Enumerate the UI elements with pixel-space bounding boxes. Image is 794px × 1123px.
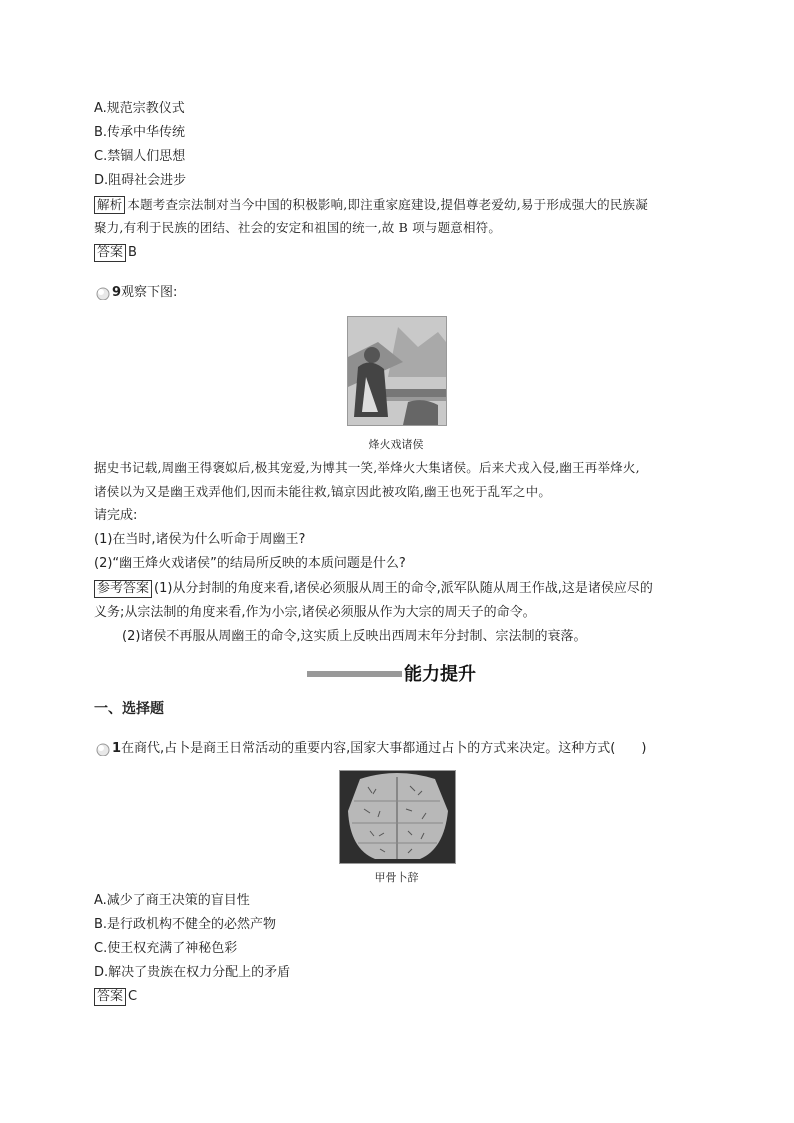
q9-ref-line3: (2)诸侯不再服从周幽王的命令,这实质上反映出西周末年分封制、宗法制的衰落。 [122,629,587,644]
q9-material-line2: 诸侯以为又是幽王戏弄他们,因而未能往救,镐京因此被攻陷,幽王也死于乱军之中。 [94,484,552,499]
oracle-bone-image [339,770,456,864]
answer-label: 答案 [94,988,126,1006]
q9-ref-line1: (1)从分封制的角度来看,诸侯必须服从周王的命令,派军队随从周王作战,这是诸侯应尽的 [154,581,653,596]
q9-subquestion-1: (1)在当时,诸侯为什么听命于周幽王? [94,532,306,547]
question-marker-icon [94,742,112,756]
q8-answer [94,244,137,262]
q1-header [94,740,646,758]
section-title: 能力提升 [404,664,476,685]
q8-option-d: D.阻碍社会进步 [94,173,187,188]
q1-option-d: D.解决了贵族在权力分配上的矛盾 [94,965,291,980]
subsection-title: 一、选择题 [94,701,164,717]
q9-reference-answer [94,580,653,598]
question-marker-icon [94,286,112,300]
q8-analysis-line1: 本题考查宗法制对当今中国的积极影响,即注重家庭建设,提倡尊老爱幼,易于形成强大的民族凝 [127,197,648,212]
answer-label: 答案 [94,244,126,262]
q9-header [94,284,177,302]
q1-answer-value: C [128,989,138,1004]
q9-prompt: 观察下图: [121,285,178,300]
analysis-label: 解析 [94,196,125,214]
q1-option-b: B.是行政机构不健全的必然产物 [94,917,277,932]
reference-answer-label: 参考答案 [94,580,152,598]
q9-instruction: 请完成: [94,508,138,523]
q8-analysis [94,196,648,214]
section-divider-bar [307,671,402,677]
q9-ref-line2: 义务;从宗法制的角度来看,作为小宗,诸侯必须服从作为大宗的周天子的命令。 [94,605,536,620]
q1-figure-caption: 甲骨卜辞 [374,871,419,884]
q1-prompt: 在商代,占卜是商王日常活动的重要内容,国家大事都通过占卜的方式来决定。这种方式( ) [121,741,647,756]
q9-subquestion-2: (2)“幽王烽火戏诸侯”的结局所反映的本质问题是什么? [94,556,406,571]
q9-figure-caption: 烽火戏诸侯 [368,438,424,451]
q8-option-a: A.规范宗教仪式 [94,101,185,116]
q8-answer-value: B [128,245,137,260]
q9-number: 9 [112,285,122,300]
q1-answer [94,988,137,1006]
q1-option-a: A.减少了商王决策的盲目性 [94,893,250,908]
q9-material-line1: 据史书记载,周幽王得褒姒后,极其宠爱,为博其一笑,举烽火大集诸侯。后来犬戎入侵,幽王再举烽火, [94,460,640,475]
q1-option-c: C.使王权充满了神秘色彩 [94,941,238,956]
q8-analysis-line2: 聚力,有利于民族的团结、社会的安定和祖国的统一,故 B 项与题意相符。 [94,220,502,235]
q8-option-c: C.禁锢人们思想 [94,149,186,164]
q1-number: 1 [112,741,122,756]
beacon-fire-illustration [347,316,447,426]
q8-option-b: B.传承中华传统 [94,125,186,140]
